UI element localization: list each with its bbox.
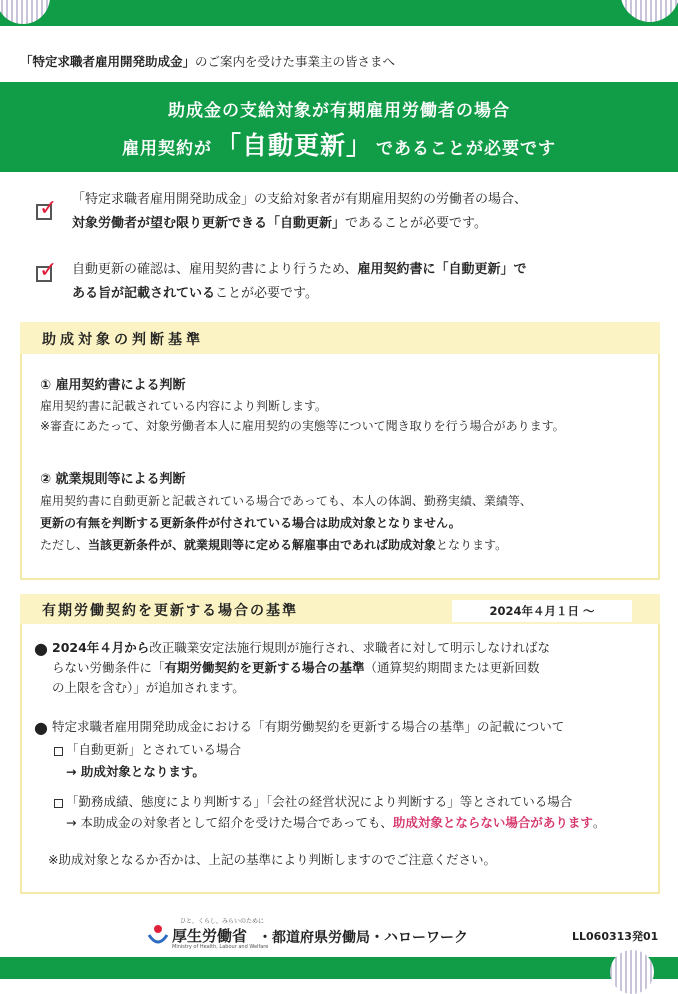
effective-date-badge: 2024年４月１日 ～ <box>452 600 632 622</box>
case-1-result: → 助成対象となります。 <box>66 764 205 779</box>
banner-line-1: 助成金の支給対象が有期雇用労働者の場合 <box>168 101 510 121</box>
bullet-icon: ● <box>34 639 48 658</box>
title-banner <box>0 82 678 172</box>
banner-line-2-post: であることが必要です <box>376 139 556 159</box>
banner-line-2-pre: 雇用契約が <box>121 139 212 159</box>
intro-line <box>20 52 395 70</box>
check-icon: ✓ <box>36 204 52 220</box>
case-2-result: → 本助成金の対象者として紹介を受けた場合であっても、助成対象とならない場合があります。 <box>66 815 606 830</box>
ministry-name: 厚生労働省 <box>172 927 248 945</box>
criteria-item-2-heading: ② 就業規則等による判断 <box>40 472 186 487</box>
banner-line-2 <box>0 126 678 162</box>
ministry-logo-icon <box>147 923 169 947</box>
square-bullet-icon <box>54 747 63 756</box>
banner-line-2-big: 「自動更新」 <box>215 131 372 160</box>
renewal-bullet-2: 特定求職者雇用開発助成金における「有期労働契約を更新する場合の基準」の記載について <box>52 719 565 734</box>
criteria-item-2-text: 雇用契約書に自動更新と記載されている場合であっても、本人の体調、勤務実績、業績等、 更新の有無を判断する更新条件が付されている場合は助成対象となりません。 ただし、当該更新条件が、就業規則等に定める解雇事由であれば助成対象となります。 <box>40 494 532 552</box>
ministry-tagline: ひと，くらし，みらいのために <box>180 918 265 925</box>
check-item-2 <box>72 258 662 306</box>
bullet-icon: ● <box>34 718 48 737</box>
criteria-title: 助成対象の判断基準 <box>42 332 204 348</box>
document-code: LL060313発01 <box>572 930 659 943</box>
renewal-bullet-1: 2024年４月から改正職業安定法施行規則が施行され、求職者に対して明示しなければな らない労働条件に「有期労働契約を更新する場合の基準（通算契約期間または更新回数 の上限を含む）」が追加されます。 <box>52 640 551 695</box>
check-icon: ✓ <box>36 266 52 282</box>
ministry-name-en: Ministry of Health, Labour and Welfare <box>172 944 269 950</box>
renewal-note: ※助成対象となるか否かは、上記の基準により判断しますのでご注意ください。 <box>48 852 496 867</box>
check-item-1-line-2: 対象労働者が望む限り更新できる「自動更新」であることが必要です。 <box>72 216 487 231</box>
decorative-circle-bottom-right <box>610 950 654 994</box>
case-2-condition: 「勤務成績、態度により判断する」「会社の経営状況により判断する」等とされている場合 <box>66 794 573 809</box>
check-item-2-line-2: ある旨が記載されていることが必要です。 <box>72 286 318 301</box>
criteria-item-1-heading: ① 雇用契約書による判断 <box>40 378 186 393</box>
check-item-1 <box>72 188 662 236</box>
footer-departments: ・都道府県労働局・ハローワーク <box>258 930 468 946</box>
case-1-condition: 「自動更新」とされている場合 <box>66 742 242 757</box>
intro-bold: 「特定求職者雇用開発助成金」 <box>20 54 196 69</box>
intro-rest: のご案内を受けた事業主の皆さまへ <box>195 54 396 69</box>
square-bullet-icon <box>54 799 63 808</box>
criteria-item-1-text: 雇用契約書に記載されている内容により判断します。 ※審査にあたって、対象労働者本人に雇用契約の実態等について聞き取りを行う場合があります。 <box>40 399 565 433</box>
bottom-green-bar <box>0 957 678 979</box>
renewal-title: 有期労働契約を更新する場合の基準 <box>42 603 298 619</box>
check-item-2-line-1: 自動更新の確認は、雇用契約書により行うため、雇用契約書に「自動更新」で <box>72 262 527 277</box>
check-item-1-line-1: 「特定求職者雇用開発助成金」の支給対象者が有期雇用契約の労働者の場合、 <box>72 192 528 207</box>
top-green-bar <box>0 0 678 26</box>
